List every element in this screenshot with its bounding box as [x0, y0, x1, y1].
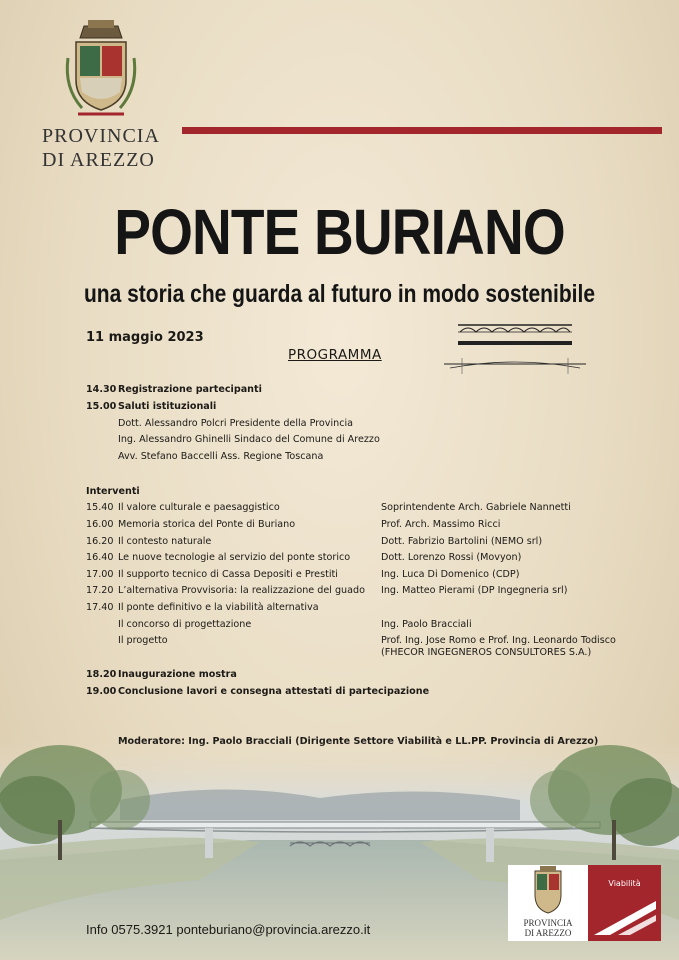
intervento-topic: Il progetto — [118, 635, 168, 646]
intervento-speaker: Prof. Ing. Jose Romo e Prof. Ing. Leonardo Todisco — [381, 635, 616, 646]
intervento-row — [86, 518, 295, 531]
program-item — [86, 400, 216, 413]
intervento-topic: Memoria storica del Ponte di Buriano — [118, 519, 296, 530]
provincia-line2: DI AREZZO — [42, 149, 155, 171]
program-time: 17.40 — [86, 602, 114, 613]
intervento-row — [86, 568, 338, 581]
program-time: 19.00 — [86, 686, 117, 697]
road-icon — [588, 865, 661, 941]
intervento-speaker: Ing. Paolo Bracciali — [381, 619, 472, 630]
event-date: 11 maggio 2023 — [86, 330, 204, 345]
intervento-speaker: Ing. Luca Di Domenico (CDP) — [381, 569, 520, 580]
provincia-line1: PROVINCIA — [42, 125, 160, 147]
intervento-row — [86, 601, 319, 614]
program-time: 15.00 — [86, 401, 117, 412]
intervento-topic: Il valore culturale e paesaggistico — [118, 502, 280, 513]
program-text: Conclusione lavori e consegna attestati di partecipazione — [118, 686, 430, 697]
program-item — [86, 668, 237, 681]
program-item — [86, 383, 262, 396]
intervento-speaker-company: (FHECOR INGEGNEROS CONSULTORES S.A.) — [381, 647, 592, 658]
interventi-heading: Interventi — [86, 486, 140, 497]
intervento-speaker: Prof. Arch. Massimo Ricci — [381, 519, 501, 530]
intervento-topic: Le nuove tecnologie al servizio del ponte storico — [118, 552, 351, 563]
intervento-topic: Il supporto tecnico di Cassa Depositi e Prestiti — [118, 569, 338, 580]
greeting-item: Avv. Stefano Baccelli Ass. Regione Toscana — [118, 451, 324, 462]
viabilita-logo-box — [588, 865, 661, 941]
program-text: Inaugurazione mostra — [118, 669, 237, 680]
intervento-row — [86, 551, 350, 564]
program-time: 17.00 — [86, 569, 114, 580]
program-time: 18.20 — [86, 669, 117, 680]
program-time: 16.00 — [86, 519, 114, 530]
intervento-row — [86, 535, 211, 548]
program-time: 14.30 — [86, 384, 117, 395]
page-subtitle: una storia che guarda al futuro in modo sostenibile — [83, 280, 596, 308]
program-time: 16.40 — [86, 552, 114, 563]
intervento-speaker: Dott. Fabrizio Bartolini (NEMO srl) — [381, 536, 543, 547]
page-title: PONTE BURIANO — [114, 196, 565, 268]
intervento-speaker: Ing. Matteo Pierami (DP Ingegneria srl) — [381, 585, 568, 596]
greeting-item: Dott. Alessandro Polcri Presidente della Provincia — [118, 418, 354, 429]
program-time: 17.20 — [86, 585, 114, 596]
intervento-topic: Il concorso di progettazione — [118, 619, 252, 630]
intervento-topic: L’alternativa Provvisoria: la realizzazione del guado — [118, 585, 365, 596]
intervento-topic: Il contesto naturale — [118, 536, 212, 547]
header-red-rule — [182, 127, 662, 134]
provincia-crest-small-icon — [508, 865, 588, 917]
greeting-item: Ing. Alessandro Ghinelli Sindaco del Comune di Arezzo — [118, 434, 380, 445]
program-item — [86, 685, 429, 698]
intervento-row — [86, 584, 365, 597]
intervento-topic: Il ponte definitivo e la viabilità alternativa — [118, 602, 319, 613]
footer-provincia-line2: DI AREZZO — [524, 928, 572, 938]
program-time: 15.40 — [86, 502, 114, 513]
provincia-name — [42, 124, 172, 172]
footer-provincia-name — [508, 918, 588, 938]
program-time: 16.20 — [86, 536, 114, 547]
viabilita-label: Viabilità — [608, 879, 641, 888]
intervento-speaker: Soprintendente Arch. Gabriele Nannetti — [381, 502, 571, 513]
intervento-row — [86, 501, 280, 514]
provincia-crest-logo — [62, 18, 140, 122]
bridge-sketch-icon — [440, 318, 590, 380]
program-text: Saluti istituzionali — [118, 401, 217, 412]
contact-info: Info 0575.3921 ponteburiano@provincia.arezzo.it — [86, 922, 371, 937]
program-text: Registrazione partecipanti — [118, 384, 262, 395]
footer-provincia-line1: PROVINCIA — [523, 918, 573, 928]
intervento-speaker: Dott. Lorenzo Rossi (Movyon) — [381, 552, 522, 563]
programma-heading: PROGRAMMA — [288, 347, 382, 363]
